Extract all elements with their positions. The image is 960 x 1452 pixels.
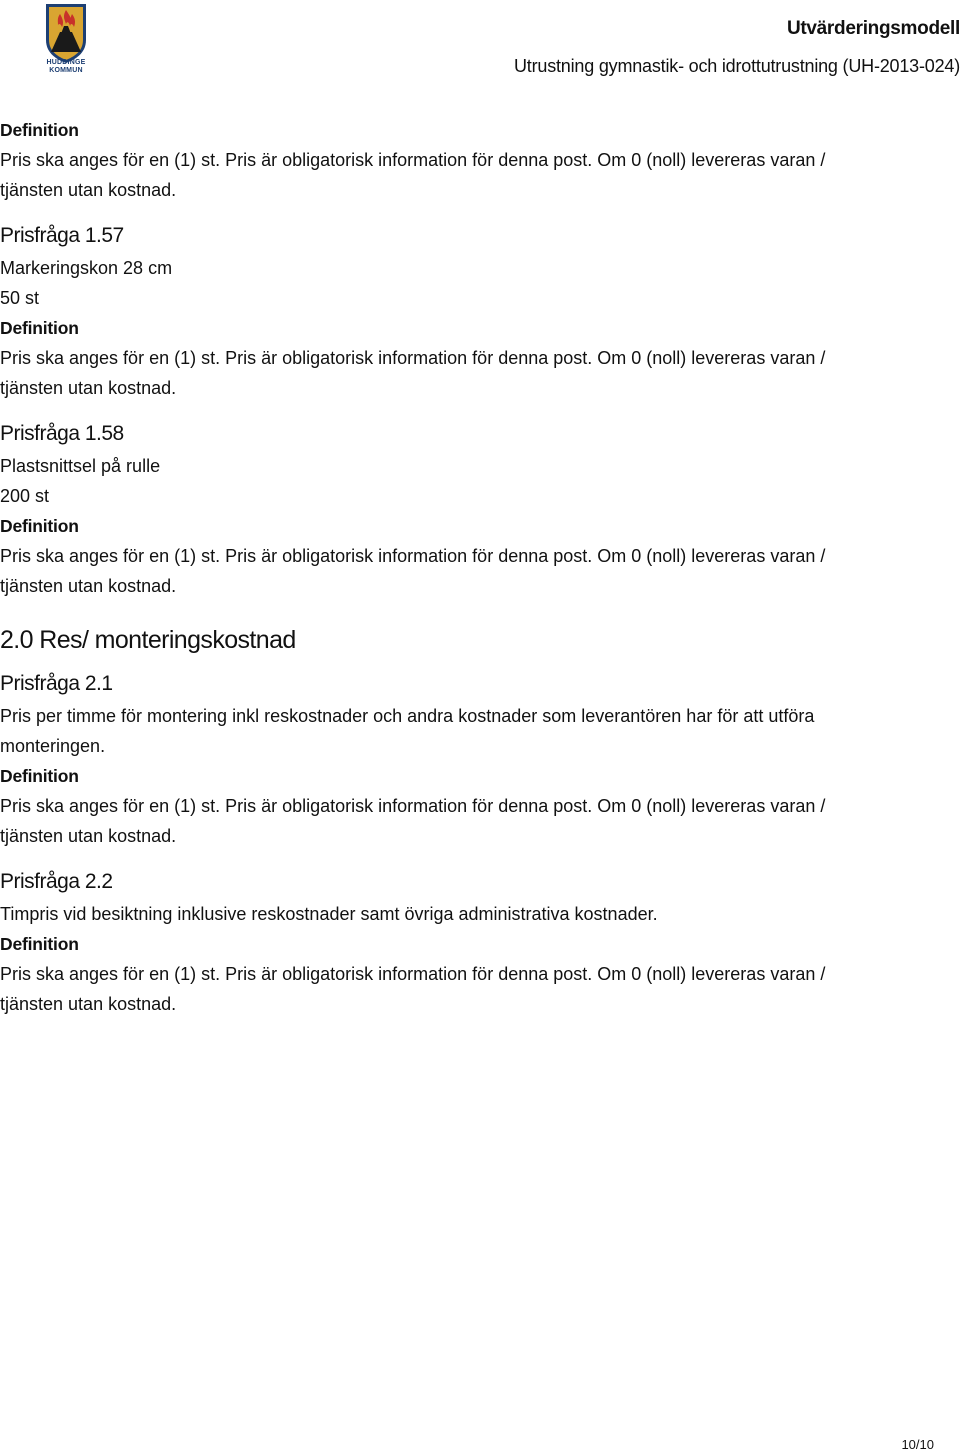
logo-text-line2: KOMMUN bbox=[49, 67, 83, 74]
definition-label: Definition bbox=[0, 934, 79, 954]
definition-label: Definition bbox=[0, 766, 79, 786]
price-question-2-1 bbox=[0, 669, 930, 851]
document-body bbox=[0, 115, 930, 1019]
question-description: 50 st bbox=[0, 288, 40, 308]
definition-text: tjänsten utan kostnad. bbox=[0, 180, 177, 200]
question-title: Prisfråga 2.2 bbox=[0, 870, 113, 893]
definition-block-top bbox=[0, 115, 930, 205]
definition-label: Definition bbox=[0, 516, 79, 536]
question-description: Timpris vid besiktning inklusive reskostnader samt övriga administrativa kostnader. bbox=[0, 904, 658, 924]
document-title: Utvärderingsmodell bbox=[786, 18, 960, 39]
definition-text: Pris ska anges för en (1) st. Pris är obligatorisk information för denna post. Om 0 (noll) levereras varan / bbox=[0, 348, 826, 368]
logo-text-line1: HUDDINGE bbox=[46, 59, 86, 66]
coat-of-arms-icon bbox=[40, 2, 92, 64]
question-description: Plastsnittsel på rulle bbox=[0, 456, 161, 476]
definition-label: Definition bbox=[0, 120, 79, 140]
definition-text: tjänsten utan kostnad. bbox=[0, 576, 177, 596]
question-title: Prisfråga 1.58 bbox=[0, 422, 124, 445]
definition-text: tjänsten utan kostnad. bbox=[0, 826, 177, 846]
definition-text: Pris ska anges för en (1) st. Pris är obligatorisk information för denna post. Om 0 (noll) levereras varan / bbox=[0, 796, 826, 816]
question-description: Markeringskon 28 cm bbox=[0, 258, 173, 278]
definition-label: Definition bbox=[0, 318, 79, 338]
definition-text: Pris ska anges för en (1) st. Pris är obligatorisk information för denna post. Om 0 (noll) levereras varan / bbox=[0, 964, 826, 984]
question-title: Prisfråga 1.57 bbox=[0, 224, 124, 247]
price-question-2-2 bbox=[0, 867, 930, 1019]
document-subtitle: Utrustning gymnastik- och idrottutrustning (UH-2013-024) bbox=[514, 56, 960, 76]
definition-text: tjänsten utan kostnad. bbox=[0, 378, 177, 398]
huddinge-kommun-logo bbox=[40, 2, 92, 78]
question-description: Pris per timme för montering inkl reskostnader och andra kostnader som leverantören har för att utföra bbox=[0, 706, 815, 726]
question-description: 200 st bbox=[0, 486, 50, 506]
page-number: 10/10 bbox=[901, 1437, 934, 1452]
definition-text: Pris ska anges för en (1) st. Pris är obligatorisk information för denna post. Om 0 (noll) levereras varan / bbox=[0, 150, 826, 170]
definition-text: tjänsten utan kostnad. bbox=[0, 994, 177, 1014]
price-question-1-58 bbox=[0, 419, 930, 601]
definition-text: Pris ska anges för en (1) st. Pris är obligatorisk information för denna post. Om 0 (noll) levereras varan / bbox=[0, 546, 826, 566]
question-title: Prisfråga 2.1 bbox=[0, 672, 113, 695]
section-heading: 2.0 Res/ monteringskostnad bbox=[0, 626, 296, 654]
question-description: monteringen. bbox=[0, 736, 106, 756]
price-question-1-57 bbox=[0, 221, 930, 403]
